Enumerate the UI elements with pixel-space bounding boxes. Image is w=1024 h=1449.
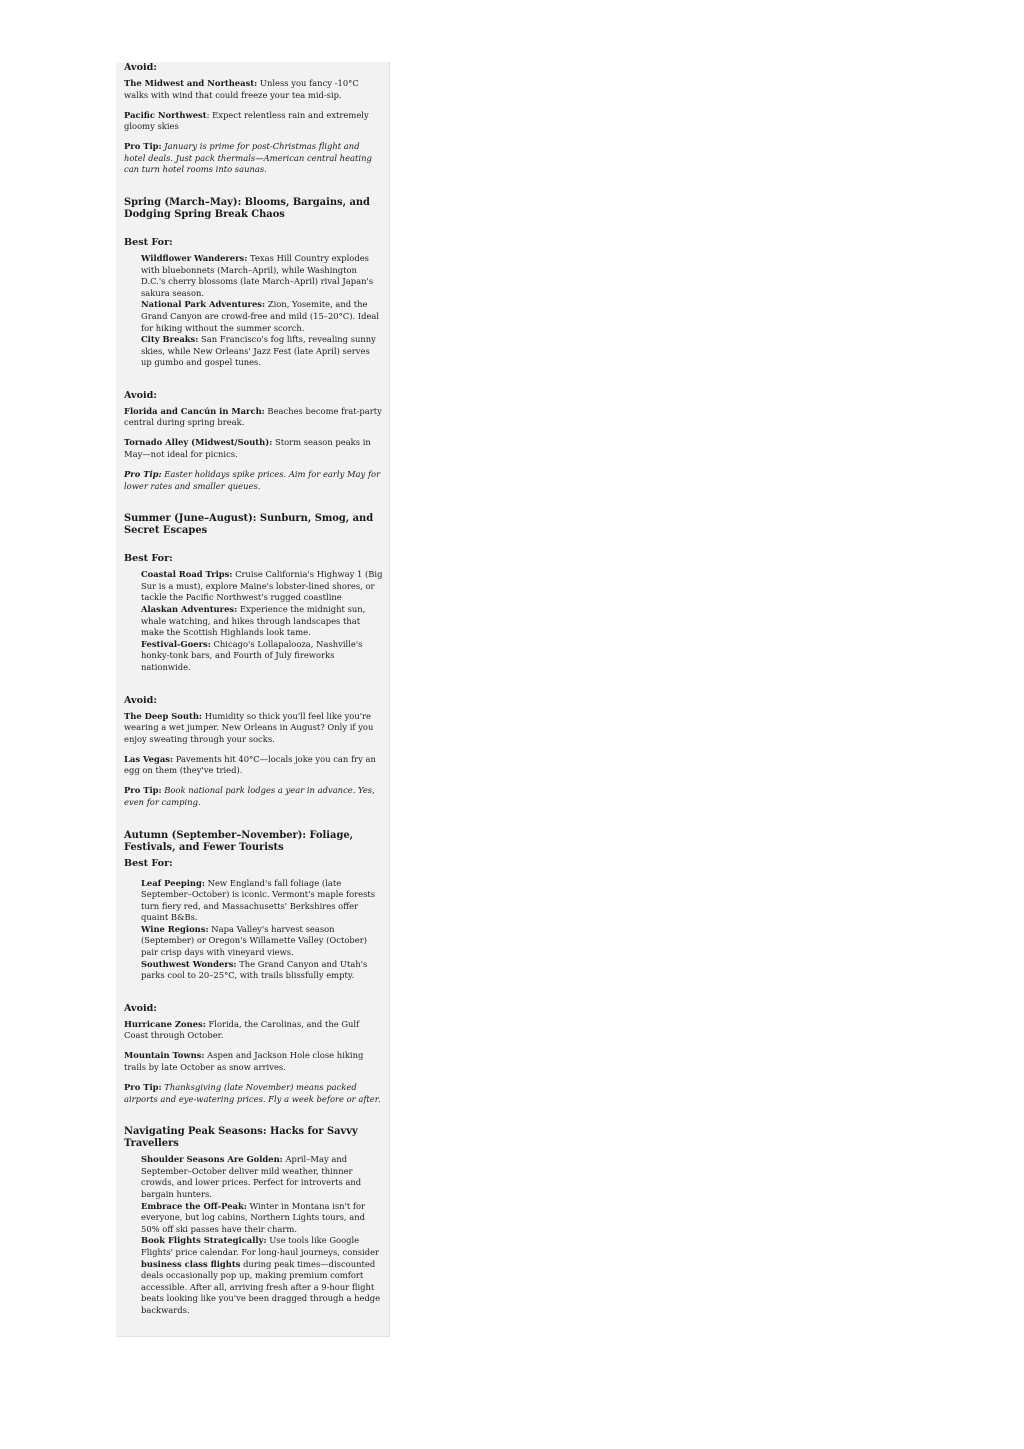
list-item: Embrace the Off-Peak: Winter in Montana isn't for everyone, but log cabins, Northern Lights tours, and 50% off ski passes have their charm. [141, 1200, 366, 1234]
list-item: Festival-Goers: Chicago's Lollapalooza, Nashville's honky-tonk bars, and Fourth of July fireworks nationwide. [141, 638, 363, 672]
summer-protip: Pro Tip: Book national park lodges a year in advance. Yes, even for camping. [124, 785, 375, 807]
spring-avoid-item: Florida and Cancún in March: Beaches become frat-party central during spring break. [124, 405, 382, 428]
list-item: Wine Regions: Napa Valley's harvest season (September) or Oregon's Willamette Valley (October) pair crisp days with vineyard views. [141, 923, 367, 958]
summer-best-list [124, 569, 383, 673]
winter-avoid-heading: Avoid: [124, 62, 157, 73]
article-content [124, 62, 383, 1317]
list-item: Leaf Peeping: New England's fall foliage (late September–October) is iconic. Vermont's maple forests turn fiery red, and Massachusetts' Berkshires offer quaint B&Bs. [141, 877, 376, 923]
autumn-avoid-heading: Avoid: [124, 1002, 157, 1014]
summer-heading: Summer (June–August): Sunburn, Smog, and Secret Escapes [124, 513, 374, 537]
autumn-protip: Pro Tip: Thanksgiving (late November) means packed airports and eye-watering prices. Fly a week before or after. [124, 1082, 381, 1104]
summer-avoid-item: Las Vegas: Pavements hit 40°C—locals joke you can fry an egg on them (they've tried). [124, 753, 376, 776]
autumn-avoid-item: Mountain Towns: Aspen and Jackson Hole close hiking trails by late October as snow arrives. [124, 1050, 364, 1073]
list-item: Book Flights Strategically: Use tools like Google Flights' price calendar. For long-haul journeys, consider business class flights during peak times—discounted deals occasionally pop up, making premium comfort accessible. After all, arriving fresh after a 9-hour flight beats looking like you've been dragged through a hedge backwards. [141, 1235, 381, 1315]
autumn-avoid-item: Hurricane Zones: Florida, the Carolinas, and the Gulf Coast through October. [124, 1018, 360, 1041]
list-item: Shoulder Seasons Are Golden: April–May and September–October deliver mild weather, thinner crowds, and lower prices. Perfect for introverts and bargain hunters. [141, 1154, 362, 1199]
list-item: Coastal Road Trips: Cruise California's Highway 1 (Big Sur is a must), explore Maine's lobster-lined shores, or tackle the Pacific Northwest's rugged coastline [141, 569, 383, 603]
winter-avoid-item: Pacific Northwest: Expect relentless rain and extremely gloomy skies [124, 109, 369, 132]
list-item: Alaskan Adventures: Experience the midnight sun, whale watching, and hikes through landscapes that make the Scottish Highlands look tame. [141, 604, 366, 638]
autumn-heading: Autumn (September–November): Foliage, Festivals, and Fewer Tourists [124, 829, 354, 853]
summer-avoid-heading: Avoid: [124, 694, 157, 706]
winter-avoid-item: The Midwest and Northeast: Unless you fancy -10°C walks with wind that could freeze your tea mid-sip. [124, 78, 359, 100]
spring-avoid-item: Tornado Alley (Midwest/South): Storm season peaks in May—not ideal for picnics. [124, 437, 371, 460]
list-item: National Park Adventures: Zion, Yosemite, and the Grand Canyon are crowd-free and mild (15–20°C). Ideal for hiking without the summer scorch. [141, 299, 380, 333]
peak-heading: Navigating Peak Seasons: Hacks for Savvy Travellers [124, 1126, 358, 1150]
autumn-best-heading: Best For: [124, 857, 173, 869]
winter-protip: Pro Tip: January is prime for post-Christmas flight and hotel deals. Just pack thermals—American central heating can turn hotel rooms into saunas. [124, 141, 372, 175]
spring-protip: Pro Tip: Easter holidays spike prices. Aim for early May for lower rates and smaller queues. [124, 469, 381, 491]
peak-list [124, 1154, 383, 1316]
list-item: Wildflower Wanderers: Texas Hill Country explodes with bluebonnets (March–April), while Washington D.C.'s cherry blossoms (late March–April) rival Japan's sakura season. [141, 252, 374, 298]
spring-best-list [124, 253, 383, 369]
list-item: City Breaks: San Francisco's fog lifts, revealing sunny skies, while New Orleans' Jazz Fest (late April) serves up gumbo and gospel tunes. [141, 334, 376, 368]
spring-best-heading: Best For: [124, 236, 173, 248]
summer-avoid-item: The Deep South: Humidity so thick you'll feel like you're wearing a wet jumper. New Orleans in August? Only if you enjoy sweating through your socks. [124, 710, 374, 744]
spring-avoid-heading: Avoid: [124, 389, 157, 401]
summer-best-heading: Best For: [124, 553, 173, 565]
autumn-best-list [124, 878, 383, 982]
spring-heading: Spring (March–May): Blooms, Bargains, and Dodging Spring Break Chaos [124, 196, 370, 220]
list-item: Southwest Wonders: The Grand Canyon and Utah's parks cool to 20–25°C, with trails blissfully empty. [141, 958, 368, 981]
